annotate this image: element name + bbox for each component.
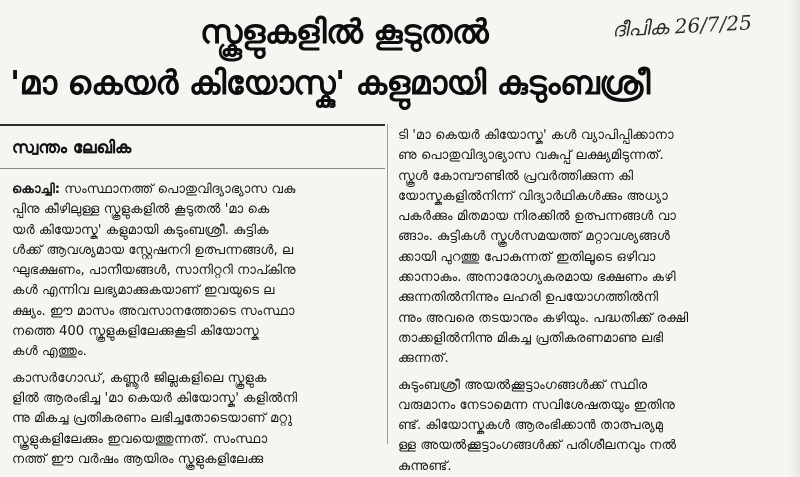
article-line: ന്നു മികച്ച പ്രതികരണം ലഭിച്ചതോടെയാണ് മറ്റു [12, 411, 293, 427]
handwritten-date-note: ദീപിക 26/7/25 [611, 10, 753, 42]
article-line: ണു പൊതുവിദ്യാഭ്യാസ വകുപ്പ് ലക്ഷ്യമിടുന്നത്. [398, 148, 664, 164]
article-line: കൾ എത്തും. [12, 344, 87, 360]
article-line: കുന്നുണ്ട്. [398, 458, 452, 474]
article-line: യർ കിയോസ്കു' കളുമായി കുടുംബശ്രീ. കുട്ടിക [12, 222, 269, 238]
article-line: കൾ എന്നിവ ലഭ്യമാക്കുകയാണ് ഇവയുടെ ല [12, 283, 275, 299]
dateline: കൊച്ചി: [12, 182, 61, 197]
article-line: ക്കായി പുറത്തു പോകുന്നത് ഇതിലൂടെ ഒഴിവാ [398, 249, 656, 265]
headline-divider [0, 124, 385, 126]
byline-divider [0, 168, 385, 169]
article-line: ങ്ങാം. കുട്ടികൾ സ്കൂൾസമയത്ത് മറ്റാവശ്യങ്ങൾ [398, 229, 671, 245]
article-line: സ്കൂളുകളിലേക്കും ഇവയെത്തുന്നത്. സംസ്ഥാ [12, 431, 268, 447]
article-line: കുടുംബശ്രീ അയൽക്കൂട്ടാംഗങ്ങൾക്ക് സ്ഥിര [398, 377, 648, 393]
article-line: കാസർഗോഡ്, കണ്ണൂർ ജില്ലകളിലെ സ്കൂളുക [12, 370, 267, 386]
article-line: പകർക്കും മിതമായ നിരക്കിൽ ഉത്പന്നങ്ങൾ വാ [398, 209, 676, 225]
article-line: നത്ത് ഈ വർഷം ആയിരം സ്കൂളുകളിലേക്കു [12, 451, 264, 467]
article-line: ക്കുന്നത്. [398, 351, 449, 367]
article-line: ക്കുന്നതിൽനിന്നും ലഹരി ഉപയോഗത്തിൽനി [398, 290, 659, 306]
article-line: ന്നും അവരെ തടയാനും കഴിയും. പദ്ധതിക്ക് രക്ഷി [398, 310, 689, 326]
article-line: യോസ്കുകളിൽനിന്ന് വിദ്യാർഥികൾക്കും അധ്യാ [398, 188, 668, 204]
byline: സ്വന്തം ലേഖിക [12, 138, 132, 158]
article-line: പ്പിനു കീഴിലുള്ള സ്കൂളുകളിൽ കൂടുതൽ 'മാ കെ [12, 202, 270, 218]
article-line: ക്കാനാകും. അനാരോഗ്യകരമായ ഭക്ഷണം കഴി [398, 270, 676, 286]
article-line: ളിൽ ആരംഭിച്ച 'മാ കെയർ കിയോസ്കു' കളിൽനി [12, 390, 298, 406]
paper-edge-shadow [788, 0, 800, 477]
article-line: കൊച്ചി: സംസ്ഥാനത്ത് പൊതുവിദ്യാഭ്യാസ വകു [12, 182, 296, 197]
article-line: ഘുഭക്ഷണം, പാനീയങ്ങൾ, സാനിറ്ററി നാപ്കിനു [12, 263, 296, 279]
article-line: ണ്ട്. കിയോസ്കുകൾ ആരംഭിക്കാൻ താത്പര്യമു [398, 418, 664, 434]
headline-line-1: സ്കൂളുകളിൽ കൂടുതൽ [200, 12, 489, 51]
article-line: സ്കൂൾ കോമ്പൗണ്ടിൽ പ്രവർത്തിക്കുന്ന കി [398, 168, 634, 184]
headline-line-2: 'മാ കെയർ കിയോസ്കു' കളുമായി കുടുംബശ്രീ [10, 63, 650, 102]
article-line: ള്ള അയൽക്കൂട്ടാംഗങ്ങൾക്ക് പരിശീലനവും നൽ [398, 438, 677, 454]
right-column [398, 126, 783, 477]
article-line: താക്കളിൽനിന്നു മികച്ച പ്രതികരണമാണു ലഭി [398, 330, 664, 346]
article-line: ടി 'മാ കെയർ കിയോസ്കു' കൾ വ്യാപിപ്പിക്കാനാ [398, 128, 674, 143]
column-divider [387, 124, 388, 444]
article-line: ൾക്ക് ആവശ്യമായ സ്റ്റേഷനറി ഉത്പന്നങ്ങൾ, ല [12, 242, 294, 258]
article-line: വരുമാനം നേടാമെന്ന സവിശേഷതയും ഇതിനു [398, 397, 676, 413]
left-column [12, 180, 382, 470]
article-line: ക്ഷ്യം. ഈ മാസം അവസാനത്തോടെ സംസ്ഥാ [12, 303, 295, 319]
article-line: നത്തെ 400 സ്കൂളുകളിലേക്കുകൂടി കിയോസ്കു [12, 324, 259, 340]
